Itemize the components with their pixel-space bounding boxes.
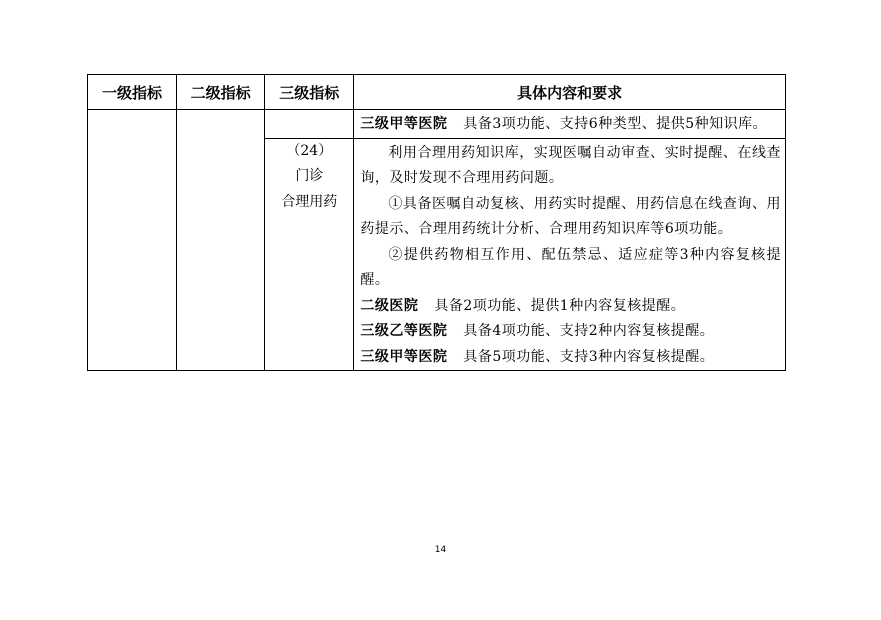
indicator-name-line2: 合理用药 <box>281 193 338 210</box>
level-requirement <box>360 345 781 371</box>
function-item-2: ②提供药物相互作用、配伍禁忌、适应症等3种内容复核提醒。 <box>360 246 781 288</box>
indicator-name-line1: 门诊 <box>295 168 324 184</box>
page-number: 14 <box>434 545 447 555</box>
level-requirement <box>360 112 781 138</box>
level-label: 三级乙等医院 <box>360 323 448 339</box>
header-level1: 一级指标 <box>88 75 177 110</box>
level-label: 三级甲等医院 <box>360 116 448 132</box>
level-text: 具备5项功能、支持3种内容复核提醒。 <box>463 348 715 365</box>
level-text: 具备2项功能、提供1种内容复核提醒。 <box>434 297 686 314</box>
level3-cell <box>265 138 354 371</box>
level2-cell <box>177 110 265 371</box>
header-content: 具体内容和要求 <box>354 75 786 110</box>
indicator-number: （24） <box>286 142 333 159</box>
level3-cell <box>265 110 354 139</box>
intro-paragraph: 利用合理用药知识库，实现医嘱自动审查、实时提醒、在线查询，及时发现不合理用药问题。 <box>360 144 781 186</box>
content-cell <box>354 110 786 139</box>
header-level3: 三级指标 <box>265 75 354 110</box>
level1-cell <box>88 110 177 371</box>
level-label: 二级医院 <box>360 297 419 314</box>
indicator-table <box>87 74 786 371</box>
level-label: 三级甲等医院 <box>360 348 448 365</box>
table-header-row <box>88 75 786 110</box>
level-text: 具备3项功能、支持6种类型、提供5种知识库。 <box>463 116 768 132</box>
table-row <box>88 110 786 139</box>
function-item-1: ①具备医嘱自动复核、用药实时提醒、用药信息在线查询、用药提示、合理用药统计分析、合理用药知识库等6项功能。 <box>360 195 781 237</box>
content-cell <box>354 138 786 371</box>
level-requirement <box>360 319 781 345</box>
header-level2: 二级指标 <box>177 75 265 110</box>
level-requirement <box>360 294 781 320</box>
level-text: 具备4项功能、支持2种内容复核提醒。 <box>463 323 715 339</box>
